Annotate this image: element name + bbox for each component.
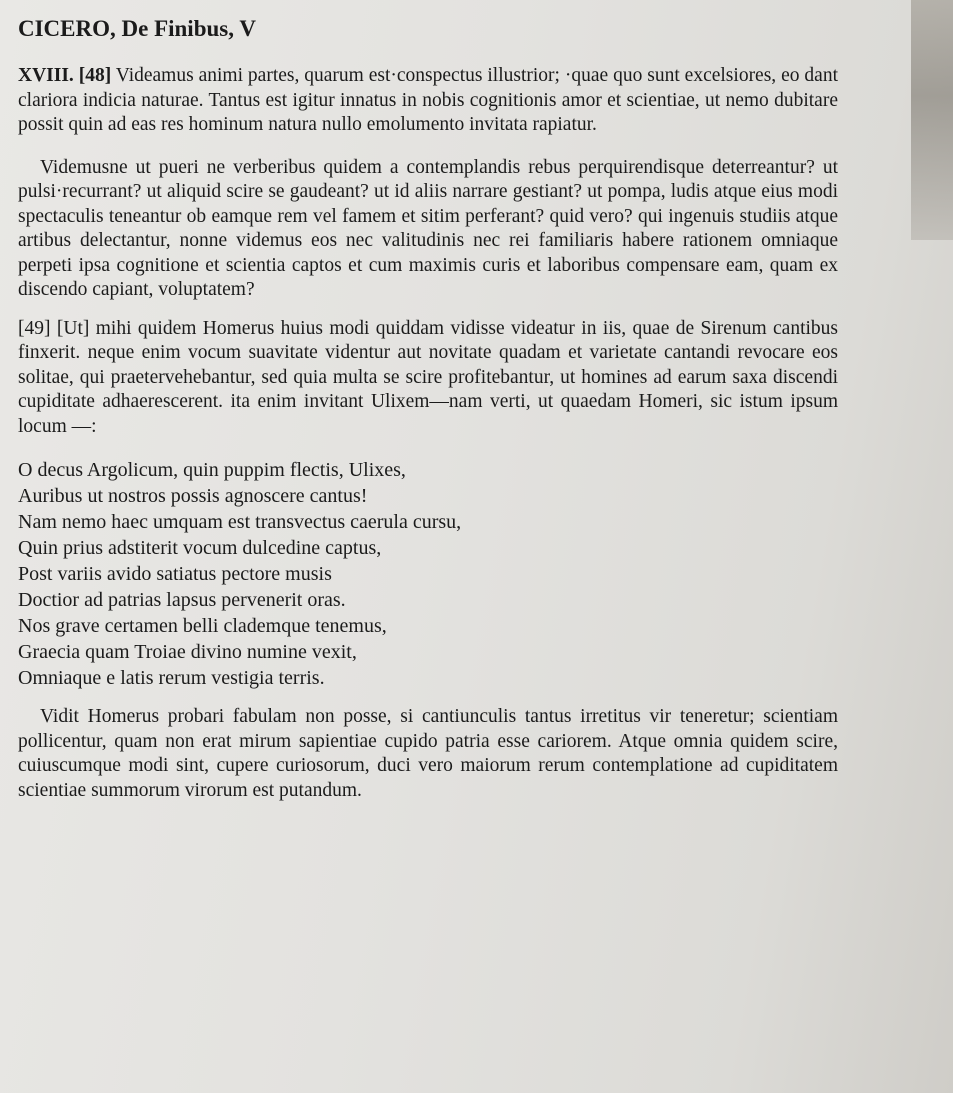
poem-line: Auribus ut nostros possis agnoscere cantus! <box>18 485 368 507</box>
poem-line: Quin prius adstiterit vocum dulcedine captus, <box>18 537 382 559</box>
section-number: XVIII. [48] <box>18 65 112 86</box>
poem-line: O decus Argolicum, quin puppim flectis, Ulixes, <box>18 459 406 481</box>
poem-line: Graecia quam Troiae divino numine vexit, <box>18 641 357 663</box>
poem-line: Post variis avido satiatus pectore musis <box>18 563 332 585</box>
sirens-poem <box>18 457 838 691</box>
poem-line: Nos grave certamen belli clademque tenemus, <box>18 615 387 637</box>
paragraph-48 <box>18 64 838 138</box>
paragraph-49: [49] [Ut] mihi quidem Homerus huius modi quiddam vidisse videatur in iis, quae de Sirenum cantibus finxerit. neque enim vocum suavitate videntur aut novitate quadam et varietate cantandi revocare eos solitae, qui praetervehebantur, sed quia multa se scire profitebantur, ut homines ad earum saxa discendi cupiditate adhaerescerent. ita enim invitant Ulixem—nam verti, ut quaedam Homeri, sic istum ipsum locum —: <box>18 317 838 437</box>
paragraph-vidit-homerus: Vidit Homerus probari fabulam non posse, si cantiunculis tantus irretitus vir teneretur; scientiam pollicentur, quam non erat mirum sapientiae cupido patria esse cariorem. Atque omnia quidem scire, cuiuscumque modi sint, cupere curiosorum, duci vero maiorum rerum contemplatione ad cupiditatem scientiae summorum virorum est putandum. <box>18 706 838 801</box>
poem-line: Nam nemo haec umquam est transvectus caerula cursu, <box>18 511 462 533</box>
document-title: CICERO, De Finibus, V <box>18 16 256 41</box>
page-edge-shadow <box>911 0 953 240</box>
poem-line: Doctior ad patrias lapsus pervenerit oras. <box>18 589 346 611</box>
poem-line: Omniaque e latis rerum vestigia terris. <box>18 667 325 689</box>
paragraph-videmusne: Videmusne ut pueri ne verberibus quidem a contemplandis rebus perquirendisque deterreantur? ut pulsi·recurrant? ut aliquid scire se gaudeant? ut id aliis narrare gestiant? ut pompa, ludis atque eius modi spectaculis teneantur ob eamque rem vel famem et sitim perferant? quid vero? qui ingenuis studiis atque artibus delectantur, nonne videmus eos nec valitudinis nec rei familiaris habere rationem omniaque perpeti ipsa cognitione et scientia captos et cum maximis curis et laboribus compensare eam, quam ex discendo capiant, voluptatem? <box>18 156 838 300</box>
paragraph-48-text: Videamus animi partes, quarum est·conspectus illustrior; ·quae quo sunt excelsiores, eo dant clariora indicia naturae. Tantus est igitur innatus in nobis cognitionis amor et scientiae, ut nemo dubitare possit quin ad eas res hominum natura nullo emolumento invitata rapiatur. <box>18 65 838 135</box>
document-body <box>18 14 838 803</box>
